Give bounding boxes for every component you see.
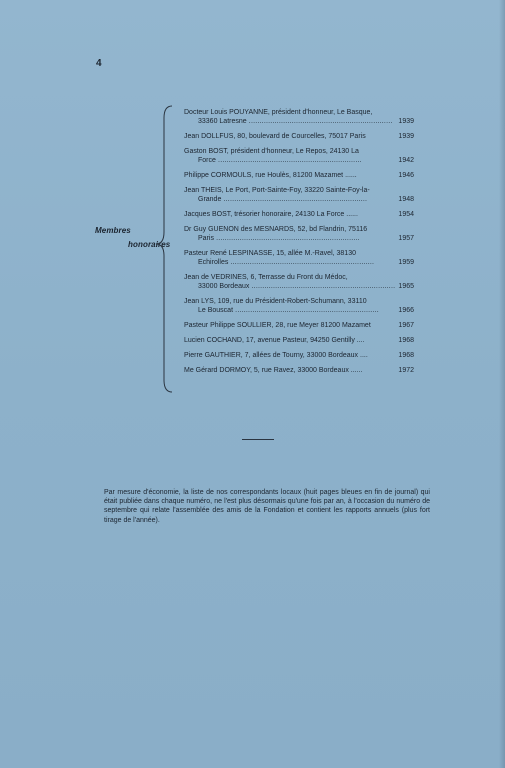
member-entry-line: Gaston BOST, président d'honneur, Le Repos, 24130 La [184,148,359,155]
member-entry-line: 33360 Latresne ..... [198,118,393,125]
member-entry [184,132,414,141]
member-entry-line: Docteur Louis POUYANNE, président d'honneur, Le Basque, [184,109,373,116]
member-entry-line: Lucien COCHAND, 17, avenue Pasteur, 94250 Gentilly .... [184,337,365,344]
member-list [184,108,414,381]
section-label-membres: Membres [95,226,131,235]
member-entry-year: 1954 [398,211,414,218]
member-entry [184,186,414,204]
member-entry-line: 33000 Bordeaux ..... [198,283,395,290]
member-entry-year: 1939 [398,118,414,125]
member-entry-year: 1972 [398,367,414,374]
member-entry-line: Dr Guy GUENON des MESNARDS, 52, bd Flandrin, 75116 [184,226,368,233]
member-entry-line: Pasteur René LESPINASSE, 15, allée M.-Ravel, 38130 [184,250,356,257]
member-entry-year: 1966 [398,307,414,314]
member-entry-line: Pasteur Philippe SOULLIER, 28, rue Meyer 81200 Mazamet [184,322,371,329]
member-entry [184,171,414,180]
member-entry [184,273,414,291]
member-entry-line: Jean DOLLFUS, 80, boulevard de Courcelles, 75017 Paris [184,133,366,140]
member-entry-line: Jean de VEDRINES, 6, Terrasse du Front du Médoc, [184,274,348,281]
member-entry-year: 1948 [398,196,414,203]
member-entry [184,108,414,126]
member-entry-line: Philippe CORMOULS, rue Houlès, 81200 Mazamet ...... [184,172,357,179]
member-entry-year: 1965 [398,283,414,290]
member-entry [184,351,414,360]
member-entry-line: Pierre GAUTHIER, 7, allées de Tourny, 33000 Bordeaux .... [184,352,368,359]
member-entry-line: Echirolles ..... [198,259,374,266]
member-entry-line: Jean THEIS, Le Port, Port-Sainte-Foy, 33220 Sainte-Foy-la- [184,187,370,194]
member-entry-year: 1957 [398,235,414,242]
page-edge-shadow [499,0,505,768]
member-entry [184,225,414,243]
footnote-paragraph: Par mesure d'économie, la liste de nos correspondants locaux (huit pages bleues en fin de journal) qui était publiée dans chaque numéro, ne l'est plus désormais qu'une fois par an, à l'occasion du numéro de septembre qui relate l'assemblée des amis de la Fondation et contient les rapports annuels (plus fort tirage de l'année). [104,489,430,524]
member-entry [184,249,414,267]
member-entry-year: 1939 [398,133,414,140]
divider [242,439,274,440]
member-entry [184,336,414,345]
member-entry-year: 1946 [398,172,414,179]
member-entry-line: Me Gérard DORMOY, 5, rue Ravez, 33000 Bordeaux ...... [184,367,363,374]
member-entry-year: 1942 [398,157,414,164]
member-entry [184,147,414,165]
member-entry-line: Jean LYS, 109, rue du Président-Robert-Schumann, 33110 [184,298,367,305]
member-entry [184,366,414,375]
member-entry [184,297,414,315]
member-entry-line: Jacques BOST, trésorier honoraire, 24130 La Force ...... [184,211,358,218]
page-number: 4 [96,58,102,69]
section-label-honoraires: honoraires [128,240,171,249]
member-entry-line: Force ..... [198,157,362,164]
curly-brace [152,104,176,394]
member-entry [184,210,414,219]
member-entry-year: 1968 [398,352,414,359]
member-entry [184,321,414,330]
member-entry-line: Grande ..... [198,196,367,203]
member-entry-year: 1959 [398,259,414,266]
member-entry-year: 1968 [398,337,414,344]
member-entry-line: Paris ..... [198,235,360,242]
member-entry-year: 1967 [398,322,414,329]
member-entry-line: Le Bouscat ..... [198,307,379,314]
